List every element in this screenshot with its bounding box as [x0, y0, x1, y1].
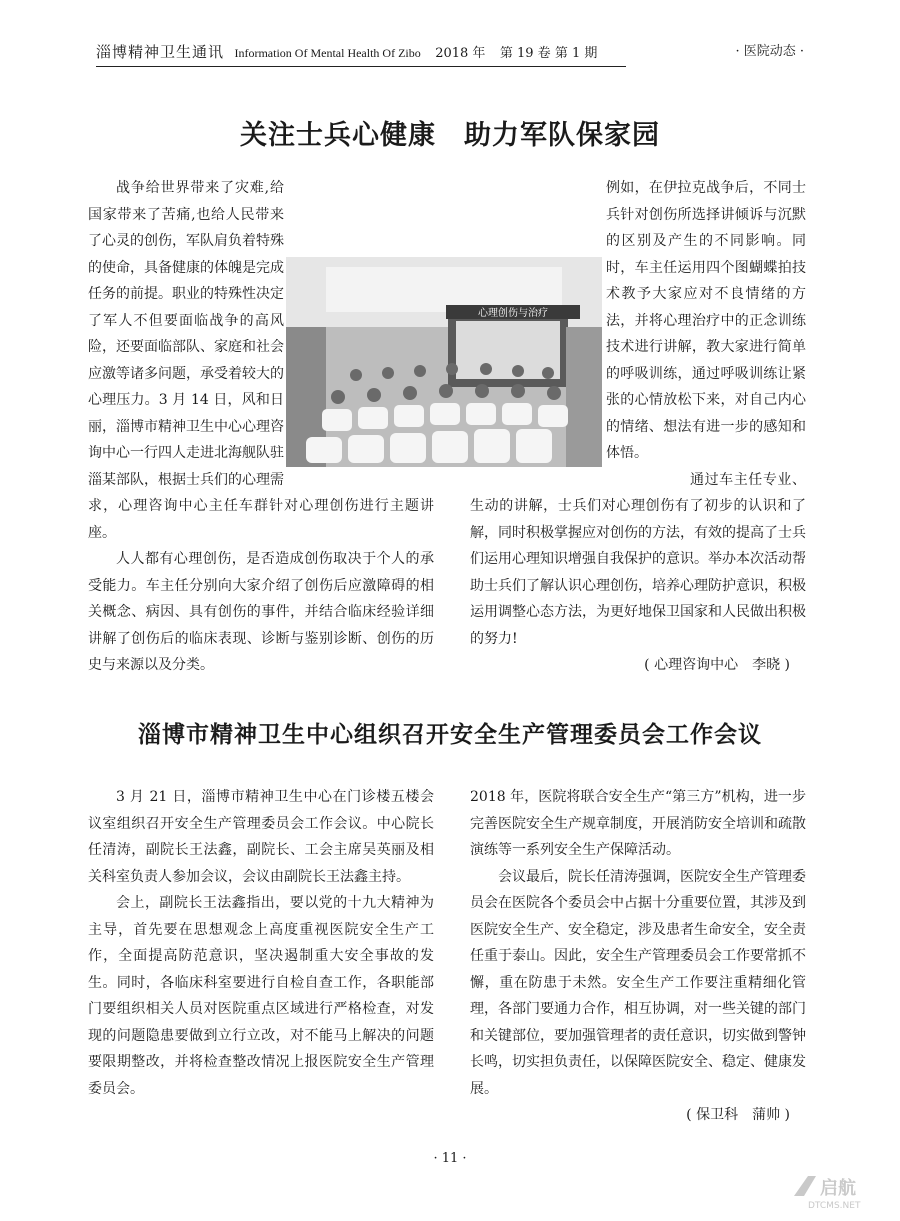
article-1-paragraph-1: 战争给世界带来了灾难,给国家带来了苦痛,也给人民带来了心灵的创伤，军队肩负着特殊的使命，具备健康的体魄是完成任务的前提。职业的特殊性决定了军人不但要面临战争的高风险，还要面临部队、家庭和社会应激等诸多问题，承受着较大的心理压力。3 月 14 日，风和日丽，淄博市精神卫生中心心理咨询中心一行四人走进北海舰队驻淄某部队，根据士兵们的心理需求，心理咨询中心主任车群针对心理创伤进行主题讲座。 [88, 180, 434, 541]
article-1-paragraph-4: 通过车主任专业、生动的讲解，士兵们对心理创伤有了初步的认识和了解，同时积极掌握应对创伤的方法，有效的提高了士兵们运用心理知识增强自我保护的意识。举办本次活动帮助士兵们了解认识心理创伤，培养心理防护意识，积极运用调整心态方法，为更好地保卫国家和人民做出积极的努力! [470, 471, 806, 647]
article-2-title: 淄博市精神卫生中心组织召开安全生产管理委员会工作会议 [138, 721, 762, 748]
article-2-paragraph-3: 2018 年，医院将联合安全生产“第三方”机构，进一步完善医院安全生产规章制度，开展消防安全培训和疏散演练等一系列安全生产保障活动。 [470, 789, 806, 858]
journal-title-en: Information Of Mental Health Of Zibo [234, 46, 421, 60]
article-1-paragraph-3: 例如，在伊拉克战争后，不同士兵针对创伤所选择讲倾诉与沉默的区别及产生的不同影响。同时，车主任运用四个图蝴蝶拍技术教予大家应对不良情绪的方法，并将心理治疗中的正念训练技术进行讲解，教大家进行简单的呼吸训练，通过呼吸训练让紧张的心情放松下来，对自己内心的情绪、想法有进一步的感知和体悟。 [606, 180, 806, 461]
photo-wrap-spacer [284, 255, 434, 467]
article-1-signature: ( 心理咨询中心 李晓 ) [644, 657, 790, 673]
section-label: · 医院动态 · [735, 44, 804, 59]
journal-masthead [96, 42, 597, 64]
article-2-right-column [470, 784, 806, 1129]
article-1-left-column [88, 175, 434, 679]
article-2-paragraph-4: 会议最后，院长任清涛强调，医院安全生产管理委员会在医院各个委员会中占据十分重要位置，其涉及到医院安全生产、安全稳定，涉及患者生命安全，安全责任重于泰山。因此，安全生产管理委员会工作要常抓不懈，重在防患于未然。安全生产工作要注重精细化管理，各部门要通力合作，相互协调，对一些关键的部门和关键部位，要加强管理者的责任意识，切实做到警钟长鸣，切实担负责任，以保障医院安全、稳定、健康发展。 [470, 868, 806, 1097]
projector-banner-text: 心理创伤与治疗 [478, 308, 548, 319]
article-2-paragraph-2: 会上，副院长王法鑫指出，要以党的十九大精神为主导，首先要在思想观念上高度重视医院安全生产工作，全面提高防范意识，坚决遏制重大安全事故的发生。同时，各临床科室要进行自检自查工作，各职能部门要组织相关人员对医院重点区域进行严格检查，对发现的问题隐患要做到立行立改，对不能马上解决的问题要限期整改，并将检查整改情况上报医院安全生产管理委员会。 [88, 895, 434, 1097]
site-watermark-logo [788, 1168, 880, 1214]
article-1-title: 关注士兵心健康 助力军队保家园 [240, 120, 660, 151]
article-1-paragraph-2: 人人都有心理创伤，是否造成创伤取决于个人的承受能力。车主任分别向大家介绍了创伤后应激障碍的相关概念、病因、具有创伤的事件，并结合临床经验详细讲解了创伤后的临床表现、诊断与鉴别诊断、创伤的历史与来源以及分类。 [88, 551, 434, 673]
journal-volume-issue: 第 19 卷 第 1 期 [499, 46, 598, 61]
article-2-left-column [88, 784, 434, 1102]
photo-wrap-spacer-right [470, 255, 606, 467]
page-number: · 11 · [433, 1151, 467, 1166]
article-1-right-column [470, 175, 806, 679]
article-2-paragraph-1: 3 月 21 日，淄博市精神卫生中心在门诊楼五楼会议室组织召开安全生产管理委员会工作会议。中心院长任清涛，副院长王法鑫，副院长、工会主席吴英丽及相关科室负责人参加会议，会议由副院长王法鑫主持。 [88, 789, 434, 885]
running-header [96, 42, 804, 66]
header-divider [96, 66, 626, 67]
svg-text:DTCMS.NET: DTCMS.NET [808, 1201, 861, 1211]
journal-year: 2018 年 [435, 46, 486, 61]
svg-text:启航: 启航 [820, 1178, 856, 1199]
article-2-signature: ( 保卫科 蒲帅 ) [686, 1107, 790, 1123]
journal-title-cn: 淄博精神卫生通讯 [96, 43, 225, 61]
